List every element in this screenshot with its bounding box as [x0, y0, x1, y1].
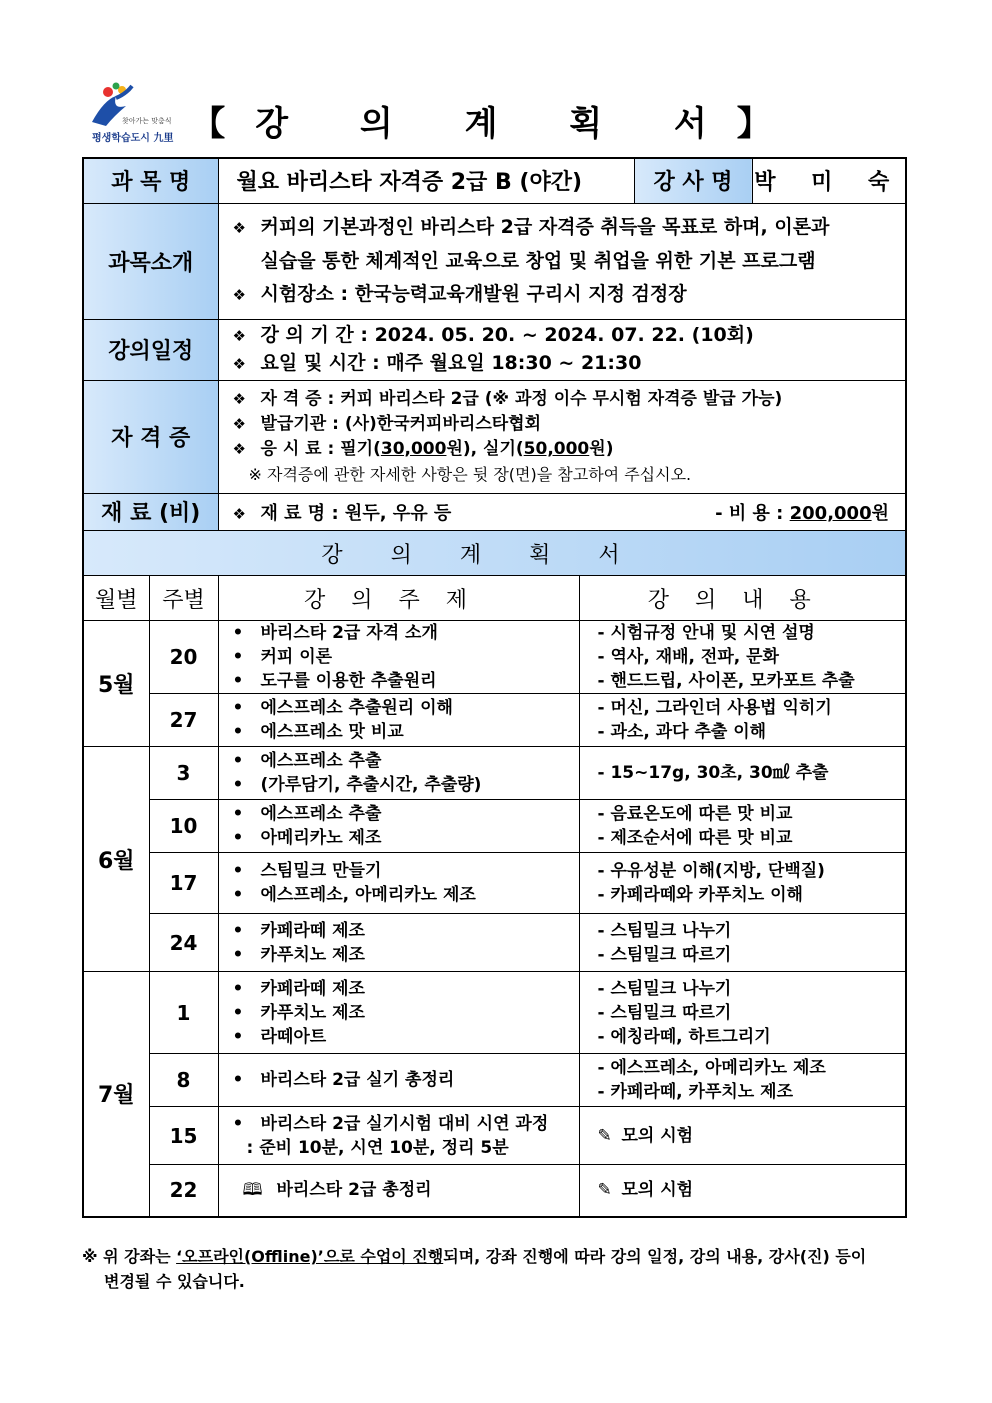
content-text: - 스팀밀크 나누기 [597, 978, 732, 999]
month-cell: 5월 [83, 621, 149, 747]
intro-line-2: 실습을 통한 체계적인 교육으로 창업 및 취업을 위한 기본 프로그램 [260, 249, 816, 272]
week-cell: 17 [149, 853, 218, 914]
topic-cell [218, 972, 579, 1054]
topic-line [233, 859, 569, 883]
week-cell: 1 [149, 972, 218, 1054]
content-text: - 제조순서에 따른 맛 비교 [597, 828, 793, 848]
diamond-bullet-icon: ❖ [232, 218, 246, 237]
week-cell: 27 [149, 694, 218, 747]
material-cell [218, 493, 906, 531]
bullet-dot-icon: • [232, 1002, 244, 1023]
footnote-highlight: ‘오프라인(Offline)’으로 수업이 진행 [176, 1247, 444, 1266]
content-line [598, 1124, 896, 1148]
topic-text: 카푸치노 제조 [260, 1002, 365, 1023]
content-cell [579, 800, 906, 853]
topic-line [233, 773, 569, 797]
topic-line [233, 621, 569, 645]
content-text: - 핸드드립, 사이폰, 모카포트 추출 [597, 671, 855, 691]
content-text: - 음료온도에 따른 맛 비교 [597, 804, 793, 824]
material-cost-unit: 원 [871, 502, 889, 524]
topic-cell [218, 747, 579, 800]
content-cell [579, 621, 906, 694]
header-week: 주별 [149, 576, 218, 621]
content-line [598, 1056, 896, 1080]
topic-text: 바리스타 2급 실기시험 대비 시연 과정 [260, 1113, 549, 1134]
material-cost-prefix: - 비 용 : [715, 502, 790, 524]
content-cell [579, 1054, 906, 1107]
schedule-line-2: 요일 및 시간 : 매주 월요일 18:30 ~ 21:30 [260, 351, 642, 374]
week-cell: 24 [149, 914, 218, 972]
bullet-dot-icon: • [232, 722, 244, 742]
content-line [598, 826, 896, 850]
content-text: - 머신, 그라인더 사용법 익히기 [597, 698, 832, 718]
cert-label: 자 격 증 [83, 380, 218, 493]
diamond-bullet-icon: ❖ [232, 439, 246, 458]
content-line [598, 1178, 896, 1202]
content-text: - 스팀밀크 따르기 [597, 1002, 732, 1023]
topic-line [233, 826, 569, 850]
topic-cell [218, 914, 579, 972]
table-row [83, 800, 906, 853]
bullet-dot-icon: • [232, 671, 244, 691]
content-line [598, 621, 896, 645]
diamond-bullet-icon: ❖ [232, 285, 246, 304]
topic-cell [218, 853, 579, 914]
content-line [598, 943, 896, 967]
cert-line-1: 자 격 증 : 커피 바리스타 2급 (※ 과정 이수 무시험 자격증 발급 가능) [260, 388, 783, 409]
topic-line [233, 943, 569, 967]
content-cell [579, 1107, 906, 1165]
book-icon: 🕮 [242, 1180, 263, 1201]
logo-head-green [113, 83, 120, 90]
content-line [598, 761, 896, 785]
bullet-dot-icon: • [232, 1113, 244, 1134]
week-cell: 15 [149, 1107, 218, 1165]
diamond-bullet-icon: ❖ [232, 326, 246, 345]
material-cost: 200,000 [789, 502, 872, 524]
content-text: - 우유성분 이해(지방, 단백질) [597, 861, 825, 881]
diamond-bullet-icon: ❖ [232, 389, 246, 408]
plan-body [83, 621, 906, 1217]
week-cell: 8 [149, 1054, 218, 1107]
topic-text: 아메리카노 제조 [260, 828, 382, 848]
cert-note: ※ 자격증에 관한 자세한 사항은 뒷 장(면)을 참고하여 주십시오. [248, 464, 692, 484]
schedule-cell [218, 319, 906, 380]
header-content: 강의내용 [579, 576, 906, 621]
instructor-label: 강 사 명 [634, 158, 752, 203]
bullet-dot-icon: • [232, 623, 244, 643]
bullet-dot-icon: • [232, 1070, 244, 1090]
topic-line [233, 1112, 569, 1136]
topic-text: 바리스타 2급 총정리 [276, 1180, 432, 1201]
bullet-dot-icon: • [232, 1026, 244, 1047]
bullet-dot-icon: • [232, 804, 244, 824]
table-row [83, 1054, 906, 1107]
content-cell [579, 914, 906, 972]
intro-label: 과목소개 [83, 203, 218, 319]
topic-text: 에스프레소 맛 비교 [260, 722, 404, 742]
topic-text: 라떼아트 [260, 1026, 327, 1047]
material-label: 재 료 (비) [83, 493, 218, 531]
content-text: - 역사, 재배, 전파, 문화 [597, 647, 779, 667]
topic-cell [218, 1107, 579, 1165]
schedule-label: 강의일정 [83, 319, 218, 380]
topic-text: 바리스타 2급 실기 총정리 [260, 1070, 455, 1090]
topic-line [233, 919, 569, 943]
content-line [598, 720, 896, 744]
topic-line [233, 1025, 569, 1049]
content-text: 모의 시험 [621, 1125, 694, 1146]
topic-line [233, 977, 569, 1001]
bullet-dot-icon: • [232, 647, 244, 667]
content-cell [579, 747, 906, 800]
topic-line [233, 1068, 569, 1092]
header-month: 월별 [83, 576, 149, 621]
content-cell [579, 972, 906, 1054]
content-text: - 카페라떼, 카푸치노 제조 [597, 1082, 793, 1102]
content-text: - 스팀밀크 따르기 [597, 944, 732, 965]
diamond-bullet-icon: ❖ [232, 414, 246, 433]
cert-line-3-suffix: 원) [589, 438, 614, 459]
topic-line [233, 883, 569, 907]
content-line [598, 1001, 896, 1025]
footnote-prefix: ※ 위 강좌는 [82, 1247, 177, 1266]
topic-cell [218, 694, 579, 747]
cert-line-3-mid: 원), 실기( [446, 438, 524, 459]
topic-text: 바리스타 2급 자격 소개 [260, 623, 438, 643]
pencil-icon: ✎ [597, 1125, 612, 1146]
content-text: - 과소, 과다 추출 이해 [597, 722, 767, 742]
footnote-suffix: 되며, 강좌 진행에 따라 강의 일정, 강의 내용, 강사(진) 등이 [443, 1247, 867, 1266]
content-cell [579, 1165, 906, 1217]
topic-line [233, 1001, 569, 1025]
topic-line [233, 1178, 569, 1202]
logo-tagline: 찾아가는 맞춤식 [122, 117, 172, 125]
header-topic: 강의주제 [218, 576, 579, 621]
diamond-bullet-icon: ❖ [232, 504, 246, 523]
table-row [83, 853, 906, 914]
subject-value: 월요 바리스타 자격증 2급 B (야간) [218, 158, 634, 203]
content-line [598, 883, 896, 907]
table-row [83, 747, 906, 800]
topic-line [233, 720, 569, 744]
content-text: 모의 시험 [621, 1180, 694, 1201]
intro-line-3: 시험장소 : 한국능력교육개발원 구리시 지정 검정장 [260, 282, 687, 305]
topic-text: 카페라떼 제조 [260, 978, 365, 999]
month-cell: 7월 [83, 972, 149, 1217]
material-line: 재 료 명 : 원두, 우유 등 [260, 502, 452, 524]
content-cell [579, 853, 906, 914]
content-line [598, 1025, 896, 1049]
topic-line [233, 802, 569, 826]
content-text: - 15~17g, 30초, 30㎖ 추출 [597, 763, 829, 783]
content-text: - 스팀밀크 나누기 [597, 920, 732, 941]
topic-text: 에스프레소, 아메리카노 제조 [260, 885, 476, 905]
table-row [83, 972, 906, 1054]
footnote [82, 1244, 905, 1294]
intro-cell [218, 203, 906, 319]
cert-fee-written: 30,000 [380, 438, 447, 459]
table-row [83, 1165, 906, 1217]
week-cell: 22 [149, 1165, 218, 1217]
topic-sub-text: : 준비 10분, 시연 10분, 정리 5분 [246, 1137, 509, 1158]
plan-banner: 강의계획서 [83, 531, 906, 576]
content-line [598, 802, 896, 826]
content-line [598, 669, 896, 693]
topic-text: 에스프레소 추출 [260, 751, 382, 771]
schedule-line-1: 강 의 기 간 : 2024. 05. 20. ~ 2024. 07. 22. (10회) [260, 323, 754, 346]
topic-text: 에스프레소 추출 [260, 804, 382, 824]
content-text: - 에스프레소, 아메리카노 제조 [597, 1058, 826, 1078]
topic-cell [218, 621, 579, 694]
diamond-bullet-icon: ❖ [232, 354, 246, 373]
page-title: 【강 의 계 획 서】 [191, 104, 801, 144]
content-text: - 시험규정 안내 및 시연 설명 [597, 623, 815, 643]
content-text: - 에칭라떼, 하트그리기 [597, 1026, 771, 1047]
bullet-dot-icon: • [232, 885, 244, 905]
cert-line-2: 발급기관 : (사)한국커피바리스타협회 [260, 413, 542, 434]
week-cell: 3 [149, 747, 218, 800]
content-line [598, 919, 896, 943]
logo-city-name: 평생학습도시 九里 [92, 133, 174, 144]
instructor-value: 박 미 숙 [752, 158, 906, 203]
table-row [83, 1107, 906, 1165]
content-line [598, 645, 896, 669]
topic-text: 에스프레소 추출원리 이해 [260, 698, 453, 718]
topic-line [233, 645, 569, 669]
week-cell: 20 [149, 621, 218, 694]
topic-cell [218, 1165, 579, 1217]
month-cell: 6월 [83, 747, 149, 972]
content-line [598, 1080, 896, 1104]
bullet-dot-icon: • [232, 775, 244, 795]
table-row [83, 621, 906, 694]
course-info-table [82, 157, 907, 532]
subject-label: 과 목 명 [83, 158, 218, 203]
content-line [598, 696, 896, 720]
week-cell: 10 [149, 800, 218, 853]
bullet-dot-icon: • [232, 944, 244, 965]
content-cell [579, 694, 906, 747]
topic-line [233, 696, 569, 720]
content-line [598, 859, 896, 883]
topic-cell [218, 800, 579, 853]
bullet-dot-icon: • [232, 920, 244, 941]
bullet-dot-icon: • [232, 978, 244, 999]
cert-cell [218, 380, 906, 493]
topic-text: 카푸치노 제조 [260, 944, 365, 965]
topic-cell [218, 1054, 579, 1107]
topic-text: 스팀밀크 만들기 [260, 861, 382, 881]
bullet-dot-icon: • [232, 751, 244, 771]
table-row [83, 914, 906, 972]
lecture-plan-table [82, 530, 907, 1218]
content-line [598, 977, 896, 1001]
bullet-dot-icon: • [232, 698, 244, 718]
topic-text: 도구를 이용한 추출원리 [260, 671, 437, 691]
cert-line-3-prefix: 응 시 료 : 필기( [260, 438, 381, 459]
content-text: - 카페라떼와 카푸치노 이해 [597, 885, 803, 905]
pencil-icon: ✎ [597, 1180, 612, 1201]
topic-text: 카페라떼 제조 [260, 920, 365, 941]
footnote-line-2: 변경될 수 있습니다. [104, 1272, 245, 1291]
bullet-dot-icon: • [232, 828, 244, 848]
topic-line [233, 669, 569, 693]
cert-fee-practical: 50,000 [523, 438, 590, 459]
topic-text: 커피 이론 [260, 647, 333, 667]
intro-line-1: 커피의 기본과정인 바리스타 2급 자격증 취득을 목표로 하며, 이론과 [260, 215, 830, 238]
topic-text: (가루담기, 추출시간, 추출량) [260, 775, 482, 795]
topic-line [233, 749, 569, 773]
table-row [83, 694, 906, 747]
bullet-dot-icon: • [232, 861, 244, 881]
